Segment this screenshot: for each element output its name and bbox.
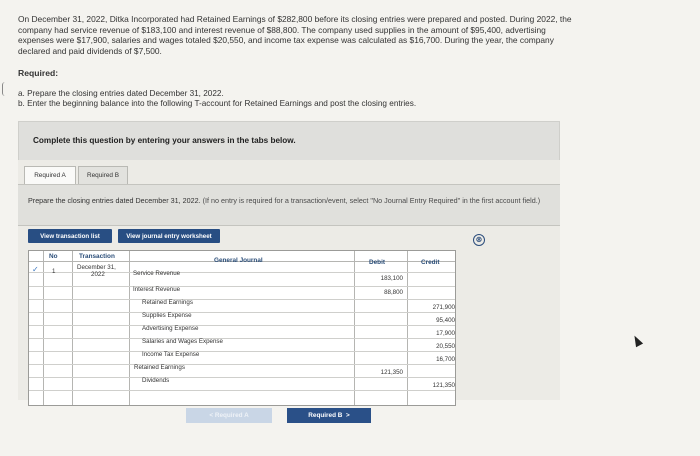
- instructions-banner: Complete this question by entering your answers in the tabs below.: [18, 121, 560, 161]
- header-credit: Credit: [421, 259, 440, 266]
- account-cell[interactable]: Supplies Expense: [142, 312, 192, 319]
- check-icon: ✓: [32, 265, 39, 274]
- header-no: No: [49, 253, 58, 260]
- next-button-label: Required B: [308, 412, 343, 419]
- mouse-cursor-icon: [631, 334, 643, 347]
- account-cell[interactable]: Interest Revenue: [133, 286, 181, 293]
- credit-cell[interactable]: 271,900: [432, 304, 455, 311]
- account-cell[interactable]: Retained Earnings: [134, 364, 185, 371]
- part-a-text: a. Prepare the closing entries dated December 31, 2022.: [18, 89, 224, 98]
- account-cell[interactable]: Advertising Expense: [142, 325, 199, 332]
- debit-cell[interactable]: 183,100: [380, 275, 403, 282]
- entry-date-line1: December 31,: [77, 264, 116, 271]
- account-cell[interactable]: Retained Earnings: [142, 299, 193, 306]
- tab-required-b[interactable]: Required B: [78, 166, 128, 184]
- chevron-right-icon: >: [342, 412, 350, 419]
- prev-required-a-button[interactable]: [186, 408, 272, 423]
- header-debit: Debit: [369, 259, 385, 266]
- debit-cell[interactable]: 88,800: [384, 289, 403, 296]
- entry-number: 1: [52, 268, 56, 275]
- credit-cell[interactable]: 20,550: [436, 343, 455, 350]
- header-general-journal: General Journal: [214, 257, 263, 264]
- next-required-b-button[interactable]: [287, 408, 371, 423]
- prompt-main: Prepare the closing entries dated December 31, 2022.: [28, 196, 201, 205]
- prev-button-label: Required A: [214, 412, 249, 419]
- header-transaction: Transaction: [79, 253, 115, 260]
- view-journal-worksheet-button[interactable]: View journal entry worksheet: [118, 229, 220, 243]
- prompt-note: (If no entry is required for a transaction/event, select "No Journal Entry Required" in the first account field.): [202, 196, 541, 205]
- account-cell[interactable]: Dividends: [142, 377, 170, 384]
- required-parts: [18, 89, 538, 109]
- credit-cell[interactable]: 16,700: [436, 356, 455, 363]
- credit-cell[interactable]: 17,900: [436, 330, 455, 337]
- account-cell[interactable]: Salaries and Wages Expense: [142, 338, 223, 345]
- required-heading: Required:: [18, 68, 59, 78]
- chevron-left-icon: <: [209, 412, 215, 419]
- tab-required-a[interactable]: Required A: [24, 166, 76, 184]
- close-icon[interactable]: ⊗: [473, 234, 485, 246]
- part-b-text: b. Enter the beginning balance into the following T-account for Retained Earnings and post the closing entries.: [18, 99, 417, 108]
- entry-date-line2: 2022: [91, 271, 105, 278]
- credit-cell[interactable]: 121,350: [432, 382, 455, 389]
- prompt-text: [28, 197, 558, 206]
- margin-bracket: [2, 82, 8, 96]
- credit-cell[interactable]: 95,400: [436, 317, 455, 324]
- view-transaction-list-button[interactable]: View transaction list: [28, 229, 112, 243]
- account-cell[interactable]: Income Tax Expense: [142, 351, 200, 358]
- journal-table: [28, 250, 456, 406]
- problem-statement: On December 31, 2022, Ditka Incorporated had Retained Earnings of $282,800 before its closing entries were prepared and posted. During 2022, the company had service revenue of $183,100 and interest revenue of $88,800. The company used supplies in the amount of $95,400, advertising expenses were $17,900, salaries and wages totaled $20,550, and income tax expense was calculated as $16,700. During the year, the company declared and paid dividends of $7,500.: [18, 14, 572, 56]
- account-cell[interactable]: Service Revenue: [133, 270, 181, 277]
- debit-cell[interactable]: 121,350: [380, 369, 403, 376]
